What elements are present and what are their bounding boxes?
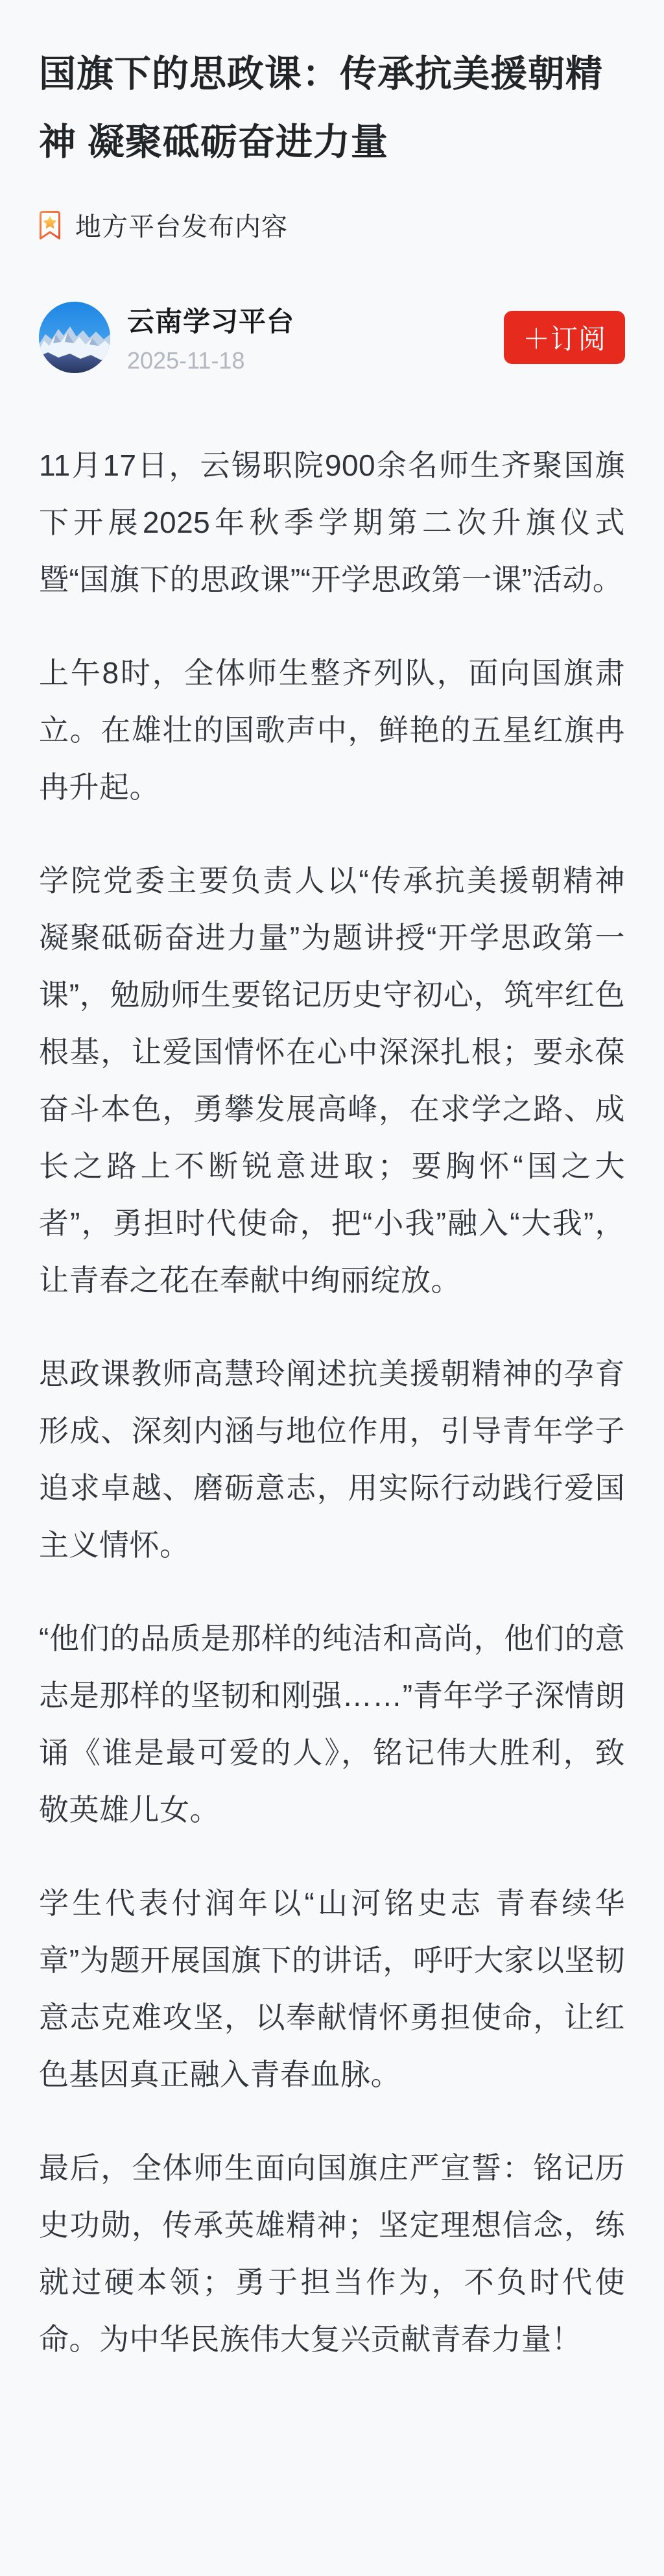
article-paragraph: 学生代表付润年以“山河铭史志 青春续华章”为题开展国旗下的讲话，呼吁大家以坚韧意志克难攻坚，以奉献情怀勇担使命，让红色基因真正融入青春血脉。 — [39, 1886, 625, 2091]
subscribe-button[interactable]: ＋订阅 — [504, 311, 625, 364]
publisher-card — [39, 300, 625, 374]
article-paragraph: 学院党委主要负责人以“传承抗美援朝精神 凝聚砥砺奋进力量”为题讲授“开学思政第一课”，勉励师生要铭记历史守初心，筑牢红色根基，让爱国情怀在心中深深扎根；要永葆奋斗本色，勇攀发展高峰，在求学之路、成长之路上不断锐意进取；要胸怀“国之大者”，勇担时代使命，把“小我”融入“大我”，让青春之花在奉献中绚丽绽放。 — [39, 864, 625, 1297]
bookmark-star-icon — [39, 210, 61, 240]
article-paragraph: 上午8时，全体师生整齐列队，面向国旗肃立。在雄壮的国歌声中，鲜艳的五星红旗冉冉升起。 — [39, 656, 625, 804]
publish-date: 2025-11-18 — [127, 347, 245, 374]
article-paragraph: “他们的品质是那样的纯洁和高尚，他们的意志是那样的坚韧和刚强……”青年学子深情朗诵《谁是最可爱的人》，铭记伟大胜利，致敬英雄儿女。 — [39, 1622, 625, 1827]
platform-badge-label: 地方平台发布内容 — [75, 213, 288, 241]
platform-badge — [39, 206, 625, 243]
article-paragraph: 11月17日，云锡职院900余名师生齐聚国旗下开展2025年秋季学期第二次升旗仪式暨“国旗下的思政课”“开学思政第一课”活动。 — [39, 448, 625, 596]
article-title: 国旗下的思政课：传承抗美援朝精神 凝聚砥砺奋进力量 — [39, 53, 603, 163]
publisher-avatar[interactable] — [39, 302, 110, 373]
publisher-name[interactable]: 云南学习平台 — [127, 306, 295, 337]
publisher-meta — [127, 300, 294, 374]
article-paragraph: 最后，全体师生面向国旗庄严宣誓：铭记历史功勋，传承英雄精神；坚定理想信念，练就过硬本领；勇于担当作为，不负时代使命。为中华民族伟大复兴贡献青春力量！ — [39, 2151, 625, 2356]
article-body — [39, 437, 625, 2368]
article-paragraph: 思政课教师高慧玲阐述抗美援朝精神的孕育形成、深刻内涵与地位作用，引导青年学子追求卓越、磨砺意志，用实际行动践行爱国主义情怀。 — [39, 1357, 625, 1562]
